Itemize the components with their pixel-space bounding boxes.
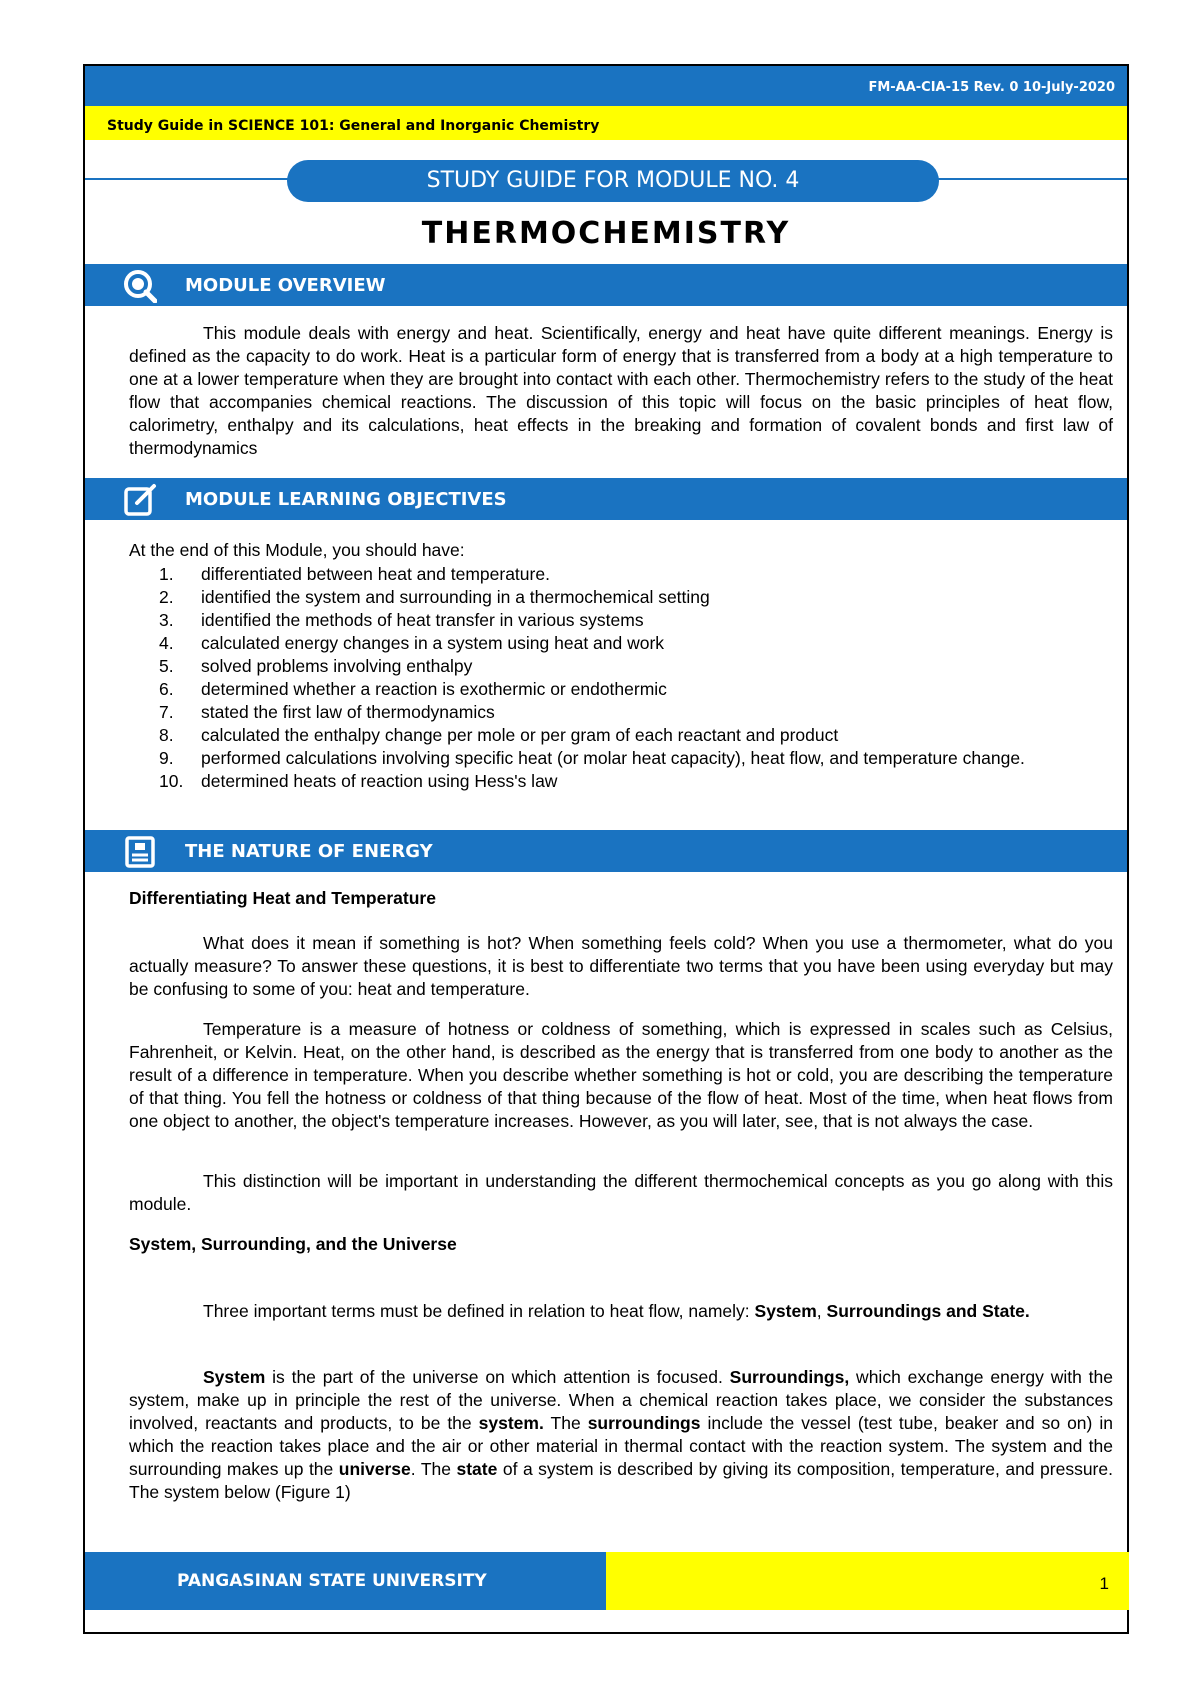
form-code: FM-AA-CIA-15 Rev. 0 10-July-2020 xyxy=(868,80,1115,95)
list-item: 3. identified the methods of heat transfer in various systems xyxy=(159,610,644,630)
list-item: 7. stated the first law of thermodynamics xyxy=(159,702,495,722)
guide-title: Study Guide in SCIENCE 101: General and Inorganic Chemistry xyxy=(107,118,600,134)
objectives-list xyxy=(129,563,1113,793)
footer-page-bar xyxy=(606,1552,1129,1610)
section-nature-bar xyxy=(85,830,1127,872)
section-objectives-heading: MODULE LEARNING OBJECTIVES xyxy=(185,489,507,510)
list-item: 2. identified the system and surrounding in a thermochemical setting xyxy=(159,587,710,607)
list-item: 1. differentiated between heat and temperature. xyxy=(159,564,550,584)
paragraph-3: This distinction will be important in understanding the different thermochemical concepts as you go along with this module. xyxy=(129,1171,1113,1214)
list-item: 4. calculated energy changes in a system using heat and work xyxy=(159,633,665,653)
pencil-edit-icon xyxy=(123,483,157,517)
overview-paragraph: This module deals with energy and heat. Scientifically, energy and heat have quite different meanings. Energy is defined as the capacity to do work. Heat is a particular form of energy that is transferred from a body at a high temperature to one at a lower temperature when they are brought into contact with each other. Thermochemistry refers to the study of the heat flow that accompanies chemical reactions. The discussion of this topic will focus on the basic principles of heat flow, calorimetry, enthalpy and its calculations, heat effects in the breaking and formation of covalent bonds and first law of thermodynamics xyxy=(129,323,1113,458)
section-nature-heading: THE NATURE OF ENERGY xyxy=(185,841,433,862)
subheading-heat-temperature: Differentiating Heat and Temperature xyxy=(129,888,436,908)
list-item: 8. calculated the enthalpy change per mole or per gram of each reactant and product xyxy=(159,725,839,745)
document-icon xyxy=(123,835,157,869)
list-item: 9. performed calculations involving specific heat (or molar heat capacity), heat flow, and temperature change. xyxy=(159,748,1025,768)
section-objectives-bar xyxy=(85,478,1127,520)
list-item: 6. determined whether a reaction is exothermic or endothermic xyxy=(159,679,667,699)
page-title: THERMOCHEMISTRY xyxy=(421,216,791,251)
list-item: 10. determined heats of reaction using Hess's law xyxy=(159,771,558,791)
section-overview-heading: MODULE OVERVIEW xyxy=(185,275,386,296)
university-name: PANGASINAN STATE UNIVERSITY xyxy=(177,1571,487,1591)
section-overview-bar xyxy=(85,264,1127,306)
paragraph-4: Three important terms must be defined in relation to heat flow, namely: System, Surroundings and State. xyxy=(203,1301,1030,1321)
subheading-system: System, Surrounding, and the Universe xyxy=(129,1234,457,1254)
header-bar xyxy=(85,66,1127,106)
paragraph-2: Temperature is a measure of hotness or coldness of something, which is expressed in scales such as Celsius, Fahrenheit, or Kelvin. Heat, on the other hand, is described as the energy that is transferred from one body to another as the result of a difference in temperature. When you describe whether something is hot or cold, you are describing the temperature of that thing. You fell the hotness or coldness of that thing because of the flow of heat. Most of the time, when heat flows from one object to another, the object's temperature increases. However, as you will later, see, that is not always the case. xyxy=(129,1019,1113,1131)
document-page xyxy=(83,64,1129,1634)
module-label: STUDY GUIDE FOR MODULE NO. 4 xyxy=(287,160,939,202)
magnifier-icon xyxy=(123,269,157,303)
list-item: 5. solved problems involving enthalpy xyxy=(159,656,473,676)
paragraph-5: System is the part of the universe on which attention is focused. Surroundings, which exchange energy with the system, make up in principle the rest of the universe. When a chemical reaction takes place, we consider the substances involved, reactants and products, to be the system. The surroundings include the vessel (test tube, beaker and so on) in which the reaction takes place and the air or other material in thermal contact with the reaction system. The system and the surrounding makes up the universe. The state of a system is described by giving its composition, temperature, and pressure. The system below (Figure 1) xyxy=(129,1367,1113,1502)
page-number: 1 xyxy=(1099,1574,1109,1593)
objectives-intro: At the end of this Module, you should have: xyxy=(129,540,465,560)
paragraph-1: What does it mean if something is hot? When something feels cold? When you use a thermometer, what do you actually measure? To answer these questions, it is best to differentiate two terms that you have been using everyday but may be confusing to some of you: heat and temperature. xyxy=(129,933,1113,999)
